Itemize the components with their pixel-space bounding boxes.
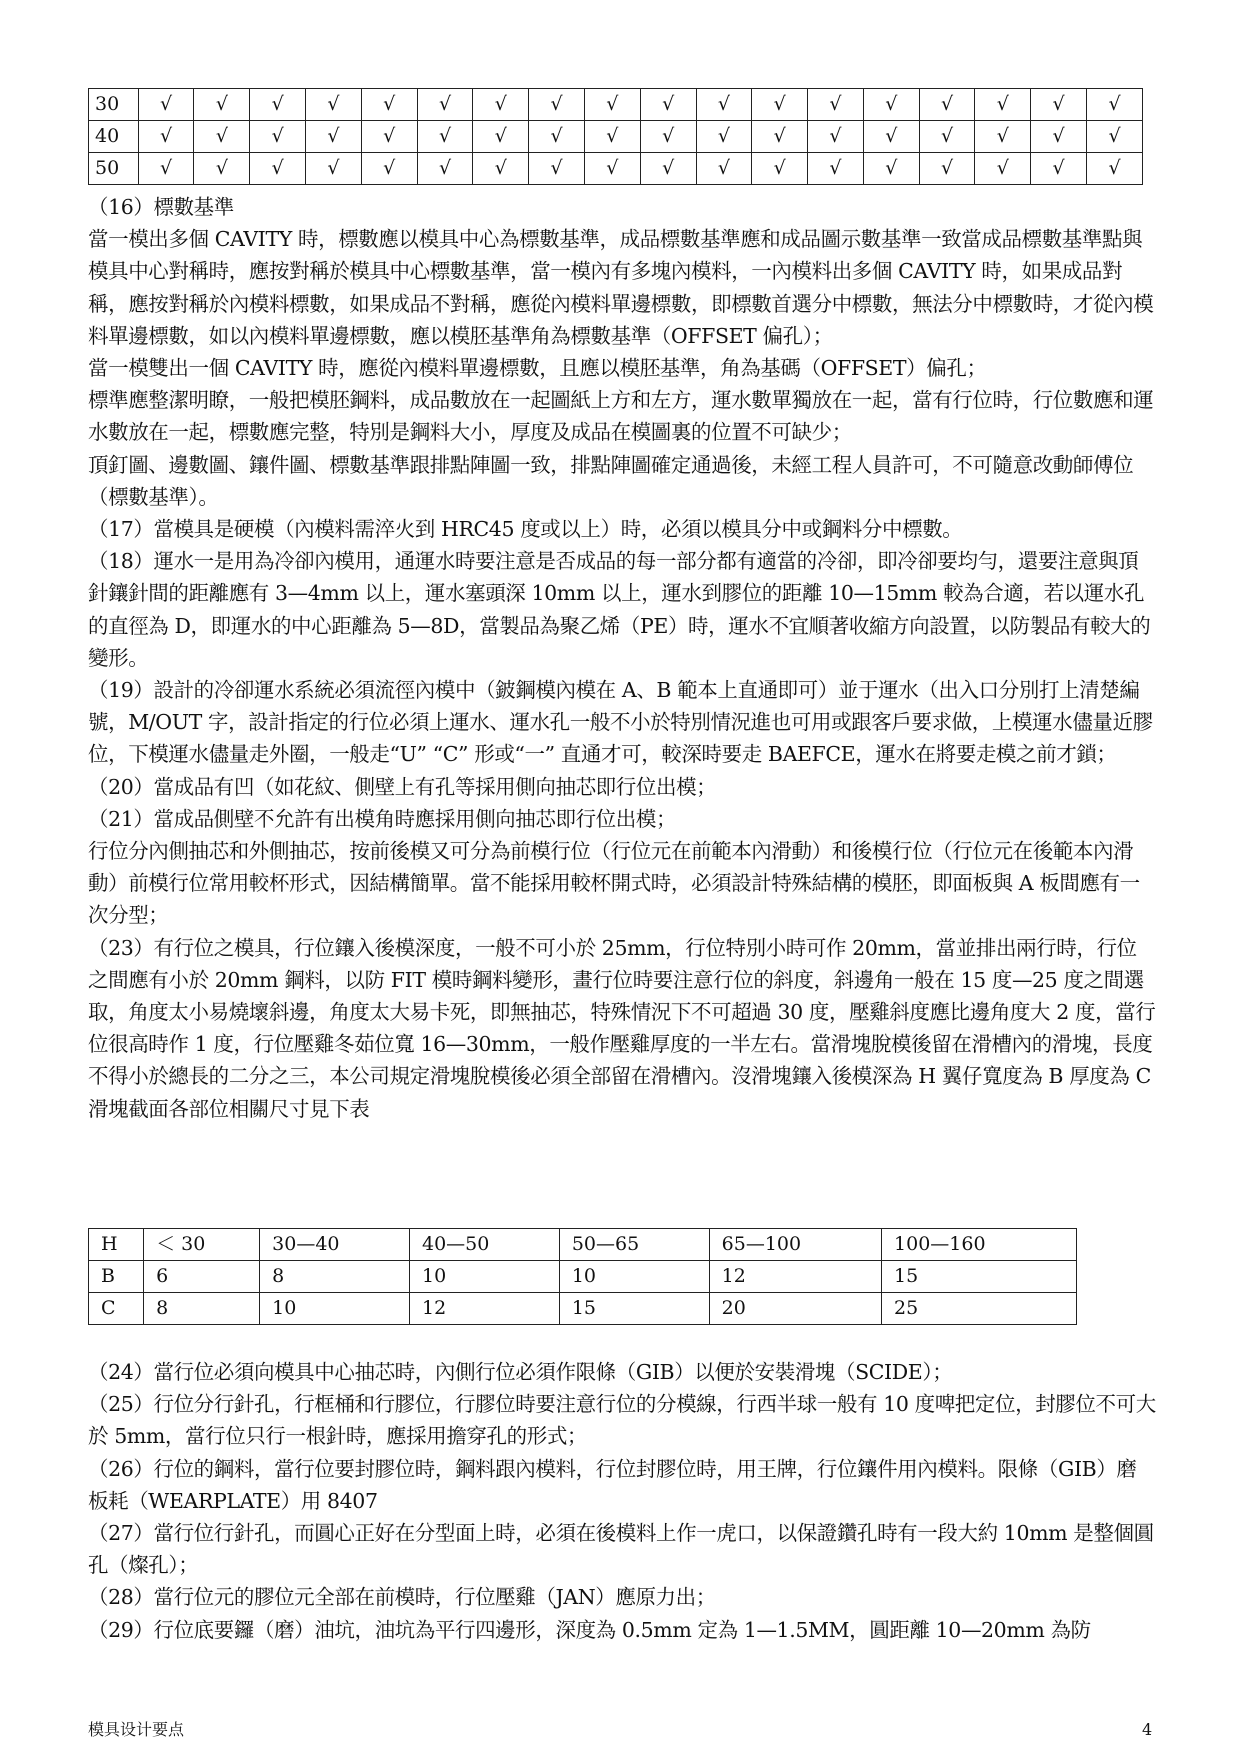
table-cell: 20 bbox=[709, 1293, 881, 1325]
section-heading: （16）標數基準 bbox=[88, 195, 234, 219]
paragraph: （28）當行位元的膠位元全部在前模時，行位壓雞（JAN）應原力出； bbox=[88, 1585, 716, 1610]
check-mark: √ bbox=[584, 89, 640, 121]
table-cell: 40—50 bbox=[409, 1229, 559, 1261]
paragraph: （25）行位分行針孔，行框桶和行膠位，行膠位時要注意行位的分模線，行西半球一般有 10 度啤把定位，封膠位不可大於 5mm，當行位只行一根針時，應採用擔穿孔的形式； bbox=[88, 1392, 1156, 1449]
paragraph: （18）運水一是用為冷卻內模用，通運水時要注意是否成品的每一部分都有適當的冷卻，即冷卻要均勻，還要注意與頂針鑲針間的距離應有 3—4mm 以上，運水塞頭深 10mm 以上，運水到膠位的距離 10—15mm 較為合適，若以運水孔的直徑為 D，即運水的中心距離為 5—8D，當製品為聚乙烯（PE）時，運水不宜順著收縮方向設置，以防製品有較大的變形。 bbox=[88, 549, 1151, 670]
check-mark: √ bbox=[194, 89, 250, 121]
check-mark: √ bbox=[1031, 121, 1087, 153]
table-cell: 25 bbox=[882, 1293, 1077, 1325]
check-mark: √ bbox=[919, 153, 975, 185]
check-mark: √ bbox=[808, 153, 864, 185]
check-mark: √ bbox=[473, 121, 529, 153]
check-mark: √ bbox=[752, 89, 808, 121]
table-cell: B bbox=[89, 1261, 144, 1293]
check-mark: √ bbox=[696, 89, 752, 121]
paragraph: （21）當成品側壁不允許有出模角時應採用側向抽芯即行位出模； bbox=[88, 806, 677, 831]
check-mark: √ bbox=[975, 89, 1031, 121]
body-text-before-table bbox=[88, 191, 1156, 1125]
table-cell: 10 bbox=[559, 1261, 709, 1293]
check-mark: √ bbox=[752, 153, 808, 185]
check-mark: √ bbox=[138, 121, 194, 153]
check-mark: √ bbox=[138, 89, 194, 121]
check-mark: √ bbox=[919, 121, 975, 153]
check-mark: √ bbox=[640, 153, 696, 185]
footer-page-number: 4 bbox=[1142, 1720, 1153, 1739]
body-text-after-table bbox=[88, 1356, 1156, 1646]
table-cell: 15 bbox=[559, 1293, 709, 1325]
check-mark: √ bbox=[863, 153, 919, 185]
check-mark: √ bbox=[529, 153, 585, 185]
check-mark: √ bbox=[250, 153, 306, 185]
check-mark: √ bbox=[863, 89, 919, 121]
table-cell: 10 bbox=[409, 1261, 559, 1293]
table-cell: 50—65 bbox=[559, 1229, 709, 1261]
table-cell: H bbox=[89, 1229, 144, 1261]
check-mark: √ bbox=[306, 153, 362, 185]
check-mark: √ bbox=[975, 121, 1031, 153]
table-row bbox=[89, 153, 1143, 185]
check-mark: √ bbox=[1086, 153, 1142, 185]
check-mark: √ bbox=[361, 89, 417, 121]
row-label: 30 bbox=[89, 89, 139, 121]
check-mark: √ bbox=[194, 153, 250, 185]
paragraph: （19）設計的冷卻運水系統必須流徑內模中（鈹鋼模內模在 A、B 範本上直通即可）並于運水（出入口分別打上清楚編號，M/OUT 字，設計指定的行位必須上運水、運水孔一般不小於特別情況進也可用或跟客戶要求做，上模運水儘量近膠位，下模運水儘量走外圈，一般走“U” “C” 形或“一” 直通才可，較深時要走 BAEFCE，運水在將要走模之前才鎖； bbox=[88, 678, 1153, 767]
table-cell: 6 bbox=[144, 1261, 260, 1293]
paragraph: （17）當模具是硬模（內模料需淬火到 HRC45 度或以上）時，必須以模具分中或鋼料分中標數。 bbox=[88, 517, 963, 542]
paragraph: 當一模雙出一個 CAVITY 時，應從內模料單邊標數，且應以模胚基準，角為基碼（OFFSET）偏孔； bbox=[88, 356, 987, 381]
table-cell: ＜ 30 bbox=[144, 1229, 260, 1261]
check-mark: √ bbox=[529, 121, 585, 153]
check-mark: √ bbox=[473, 89, 529, 121]
check-mark: √ bbox=[752, 121, 808, 153]
check-mark: √ bbox=[306, 121, 362, 153]
table-cell: 10 bbox=[260, 1293, 410, 1325]
row-label: 50 bbox=[89, 153, 139, 185]
paragraph: 行位分內側抽芯和外側抽芯，按前後模又可分為前模行位（行位元在前範本內滑動）和後模行位（行位元在後範本內滑動）前模行位常用較杯形式，因結構簡單。當不能採用較杯開式時，必須設計特殊結構的模胚，即面板與 A 板間應有一次分型； bbox=[88, 839, 1140, 928]
check-mark: √ bbox=[808, 121, 864, 153]
check-mark: √ bbox=[194, 121, 250, 153]
table-cell: 30—40 bbox=[260, 1229, 410, 1261]
check-mark: √ bbox=[417, 89, 473, 121]
table-cell: 12 bbox=[409, 1293, 559, 1325]
check-mark: √ bbox=[361, 153, 417, 185]
table-row bbox=[89, 1261, 1077, 1293]
table-cell: 12 bbox=[709, 1261, 881, 1293]
table-row bbox=[89, 1229, 1077, 1261]
check-mark: √ bbox=[250, 121, 306, 153]
check-mark: √ bbox=[584, 153, 640, 185]
check-table bbox=[88, 88, 1143, 185]
check-mark: √ bbox=[138, 153, 194, 185]
check-mark: √ bbox=[1086, 89, 1142, 121]
check-mark: √ bbox=[473, 153, 529, 185]
check-mark: √ bbox=[640, 121, 696, 153]
check-mark: √ bbox=[1031, 89, 1087, 121]
check-mark: √ bbox=[417, 121, 473, 153]
paragraph: 標準應整潔明瞭，一般把模胚鋼料，成品數放在一起圖紙上方和左方，運水數單獨放在一起，當有行位時，行位數應和運水數放在一起，標數應完整，特別是鋼料大小，厚度及成品在模圖裏的位置不可缺少； bbox=[88, 388, 1154, 445]
slide-dimension-table bbox=[88, 1228, 1077, 1325]
table-cell: 8 bbox=[144, 1293, 260, 1325]
table-cell: 65—100 bbox=[709, 1229, 881, 1261]
check-mark: √ bbox=[1086, 121, 1142, 153]
footer-document-title: 模具设计要点 bbox=[88, 1720, 185, 1739]
check-mark: √ bbox=[361, 121, 417, 153]
check-mark: √ bbox=[529, 89, 585, 121]
check-mark: √ bbox=[640, 89, 696, 121]
paragraph: 頂釘圖、邊數圖、鑲件圖、標數基準跟排點陣圖一致，排點陣圖確定通過後，未經工程人員許可，不可隨意改動師傅位（標數基準）。 bbox=[88, 452, 1134, 509]
check-mark: √ bbox=[975, 153, 1031, 185]
check-mark: √ bbox=[306, 89, 362, 121]
check-mark: √ bbox=[919, 89, 975, 121]
paragraph: （23）有行位之模具，行位鑲入後模深度，一般不可小於 25mm，行位特別小時可作 20mm，當並排出兩行時，行位之間應有小於 20mm 鋼料，以防 FIT 模時鋼料變形，畫行位時要注意行位的斜度，斜邊角一般在 15 度—25 度之間選取，角度太小易燒壞斜邊，角度太大易卡死，即無抽芯，特殊情況下不可超過 30 度，壓雞斜度應比邊角度大 2 度，當行位很高時作 1 度，行位壓雞冬茹位寬 16—30mm，一般作壓雞厚度的一半左右。當滑塊脫模後留在滑槽內的滑塊，長度不得小於總長的二分之三，本公司規定滑塊脫模後必須全部留在滑槽內。沒滑塊鑲入後模深為 H 翼仔寬度為 B 厚度為 C 滑塊截面各部位相關尺寸見下表 bbox=[88, 935, 1156, 1121]
table-cell: C bbox=[89, 1293, 144, 1325]
check-mark: √ bbox=[1031, 153, 1087, 185]
paragraph: （27）當行位行針孔，而圓心正好在分型面上時，必須在後模料上作一虎口，以保證鑽孔時有一段大約 10mm 是整個圓孔（燦孔）； bbox=[88, 1521, 1154, 1578]
check-mark: √ bbox=[696, 153, 752, 185]
row-label: 40 bbox=[89, 121, 139, 153]
paragraph: 當一模出多個 CAVITY 時，標數應以模具中心為標數基準，成品標數基準應和成品圖示數基準一致當成品標數基準點與模具中心對稱時，應按對稱於模具中心標數基準，當一模內有多塊內模料，一內模料出多個 CAVITY 時，如果成品對稱，應按對稱於內模料標數，如果成品不對稱，應從內模料單邊標數，即標數首選分中標數，無法分中標數時，才從內模料單邊標數，如以內模料單邊標數，應以模胚基準角為標數基準（OFFSET 偏孔）； bbox=[88, 227, 1154, 348]
paragraph: （29）行位底要鑼（磨）油坑，油坑為平行四邊形，深度為 0.5mm 定為 1—1.5MM，圓距離 10—20mm 為防 bbox=[88, 1617, 1091, 1642]
table-cell: 15 bbox=[882, 1261, 1077, 1293]
check-mark: √ bbox=[584, 121, 640, 153]
paragraph: （20）當成品有凹（如花紋、側壁上有孔等採用側向抽芯即行位出模； bbox=[88, 774, 717, 799]
table-row bbox=[89, 121, 1143, 153]
check-mark: √ bbox=[250, 89, 306, 121]
table-cell: 8 bbox=[260, 1261, 410, 1293]
table-row bbox=[89, 89, 1143, 121]
check-mark: √ bbox=[417, 153, 473, 185]
check-mark: √ bbox=[863, 121, 919, 153]
check-mark: √ bbox=[808, 89, 864, 121]
paragraph: （26）行位的鋼料，當行位要封膠位時，鋼料跟內模料，行位封膠位時，用王牌，行位鑲件用內模料。限條（GIB）磨板耗（WEARPLATE）用 8407 bbox=[88, 1456, 1137, 1513]
paragraph: （24）當行位必須向模具中心抽芯時，內側行位必須作限條（GIB）以便於安裝滑塊（SCIDE）； bbox=[88, 1360, 953, 1384]
table-row bbox=[89, 1293, 1077, 1325]
check-mark: √ bbox=[696, 121, 752, 153]
table-cell: 100—160 bbox=[882, 1229, 1077, 1261]
